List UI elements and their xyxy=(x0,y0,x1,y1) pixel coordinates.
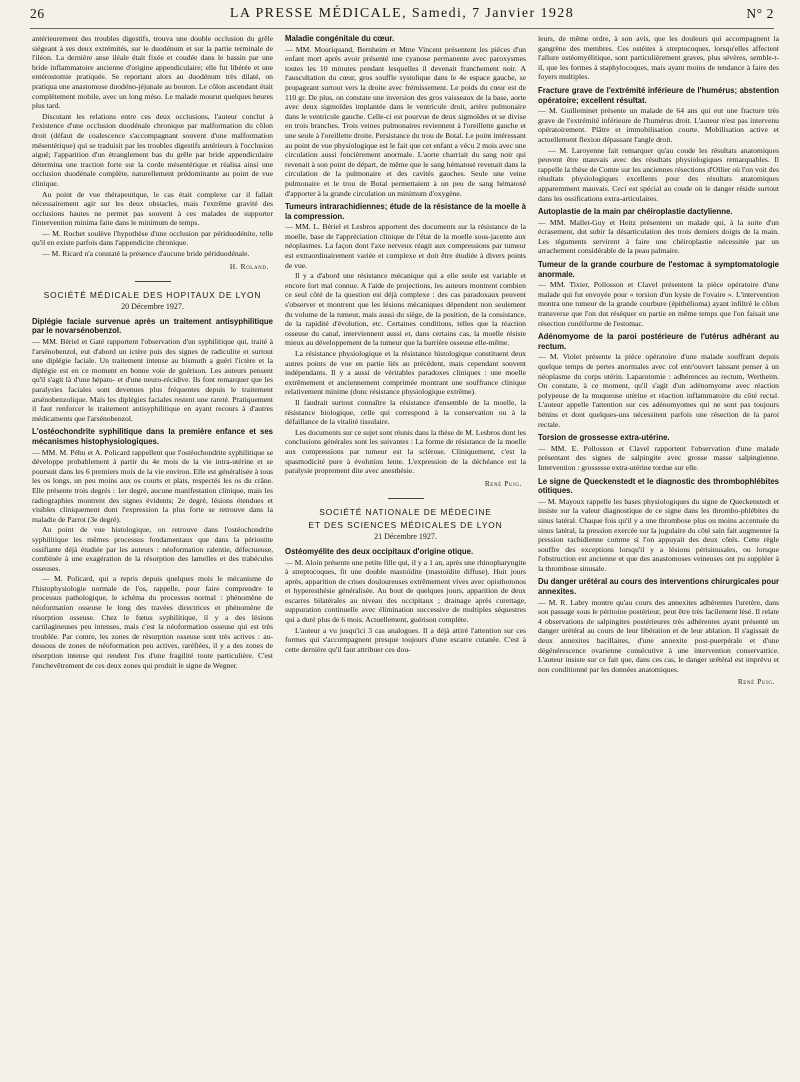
page-number: 26 xyxy=(30,6,45,21)
paragraph: Il faudrait surtout connaître la résistance d'ensemble de la moelle, la résistance biologique, celle qui correspond à la conservation ou à la défaillance de la vitalité tissulaire. xyxy=(285,397,526,427)
paragraph: — M. Laroyenne fait remarquer qu'au coude les résultats anatomiques peuvent être mauvais avec des résultats physiologiques remarquables. Il rappelle la thèse de Comte sur les anciennes résections d'Ollier où l'on voit des résultats physiologiques excellents pour des résultats anatomiques apparemment mauvais. Ceci est spécial au coude où le danger réside surtout dans les ossifications extra-articulaires. xyxy=(538,145,779,203)
article-title: Adénomyome de la paroi postérieure de l'utérus adhérant au rectum. xyxy=(538,332,779,351)
section-heading: ET DES SCIENCES MÉDICALES DE LYON xyxy=(308,520,503,531)
column-1 xyxy=(32,34,273,1074)
paragraph: — M. Ricard n'a constaté la présence d'aucune bride périduodénale. xyxy=(42,249,250,259)
paragraph: Au point de vue thérapeutique, le cas était complexe car il fallait nécessairement agir sur les deux obstacles, mais l'extrême gravité des occlusions hautes ne permet pas souvent à ces malades de supporter l'intervention minima faite dans le minimum de temps. xyxy=(32,189,273,228)
paragraph: Il y a d'abord une résistance mécanique qui a elle seule est variable et encore fort mal connue. A l'aide de projections, les auteurs montrent combien ce seul côté de la question est déjà complexe : des cas paradoxaux peuvent s'observer et montrent que les lésions mécaniques dépendent non seulement du volume de la tumeur, mais aussi du siège, de la position, de la consistance, de la rapidité d'évolution, etc. Certaines conditions, telles que la réaction osseuse du canal, interviennent aussi et, dans certains cas, la moelle résiste mieux au développement de la tumeur que la barrière osseuse elle-même. xyxy=(285,271,526,348)
section-date: 21 Décembre 1927. xyxy=(374,532,437,542)
journal-title: LA PRESSE MÉDICALE, Samedi, 7 Janvier 1928 xyxy=(229,6,575,21)
paragraph: Les documents sur ce sujet sont réunis dans la thèse de M. Lesbros dont les conclusions générales sont les suivantes : La forme de résistance de la moelle aux compressions par tumeur est la sclérose. Cliniquement, c'est la spasmodicité pure à évolution lente. L'expression de la déchéance est la paralysie proprement dite avec anesthésie. xyxy=(285,427,526,476)
separator-rule xyxy=(388,498,424,499)
column-3 xyxy=(538,34,779,1074)
article-title: Fracture grave de l'extrémité inférieure de l'humérus; abstention opératoire; excellent résultat. xyxy=(538,85,779,105)
paragraph: — M. Mayoux rappelle les bases physiologiques du signe de Queckenstedt et insiste sur la valeur diagnostique de ce signe dans les thrombo-phlébites du sinus latéral. Chaque fois qu'il y a une thrombose plus ou moins accentuée du sinus latéral, la pression exercée sur la jugulaire du côté sain fait augmenter la pression rachidienne comme si l'on appuyait des deux côtés. Cette règle souffre des exceptions lorsqu'il y a lésions périsinusales, ou lorsque l'obstruction est ancienne et que des anastomoses veineuses ont pu suppléer à la thrombose sinusale. xyxy=(538,496,779,573)
article-title: Autoplastie de la main par chéiroplastie dactylienne. xyxy=(538,207,733,217)
running-header xyxy=(30,6,774,29)
paragraph: Au point de vue histologique, on retrouve dans l'ostéochondrite syphilitique les mêmes processus fondamentaux que dans la périostite ossifiante déjà étudiée par les auteurs : néoformation ralentie, défectueuse, combinée à une exagération de la résorption des lamelles et des trabécules osseuses. xyxy=(32,525,273,573)
article-title: Diplégie faciale survenue après un traitement antisyphilitique par le novarsénobenzol. xyxy=(32,316,273,336)
separator-rule xyxy=(135,281,171,282)
paragraph: — MM. Mouriquand, Bernheim et Mme Vincent présentent les pièces d'un enfant mort après avoir présenté une cyanose permanente avec paroxysmes toutes les 10 minutes pendant lesquelles il devenait franchement noir. A l'auscultation du cœur, gros souffle systolique dans le 4e espace gauche, se propageant surtout vers la droite avec frémissement. Le poids du cœur est de 110 gr. De plus, on constate une inversion des gros vaisseaux de la base, aorte avec deux sigmoïdes implantée dans le ventricule droit, artère pulmonaire dans le ventricule gauche. Celle-ci est pourvue de deux sigmoïdes et se divise en trois branches. Trois veines pulmonaires reviennent à l'oreillette gauche et une seule à l'oreillette droite. Persistance du trou de Botal. Le point intéressant au point de vue physiologique est le fait que cet enfant a vécu 2 mois avec une circulation aussi foncièrement anormale. L'aorte charriait du sang noir qui revenait à son point de départ, de même que le sang hématosé revenait dans la circulation de la pulmonaire et des cavités gauches. Seule une veine pulmonaire et le trou de Botal permettaient à un peu de sang hématosé d'apporter à la grande circulation un minimum d'oxygène. xyxy=(285,44,526,198)
paragraph: — M. R. Labry montre qu'au cours des annexites adhérentes l'uretère, dans son passage sous le péritoine postérieur, peut être très facilement lésé. Il relate 4 observations de salpingites postérieures très adhérentes ayant présenté un danger urétéral au cours de leur libération et de leur ablation. Il s'agissait de deux annexites bacillaires, d'une annexite post-puerpérale et d'une dégénérescence ovarienne consécutive à une intervention conservatrice. L'auteur insiste sur ce fait que, dans ces cas, le danger urétéral est imprévu et non conditionné par les données anatomiques. xyxy=(538,597,779,674)
article-title: Du danger urétéral au cours des interventions chirurgicales pour annexites. xyxy=(538,577,779,597)
article-title: Tumeurs intrarachidiennes; étude de la résistance de la moelle à la compression. xyxy=(285,202,526,221)
paragraph: — MM. Tixier, Pollosson et Clavel présentent la pièce opératoire d'une malade qui fut envoyée pour « torsion d'un kyste de l'ovaire ». L'intervention montra une tumeur de la grande courbure (épithélioma) ayant infiltré le côlon transverse que l'on dut réséquer en partie en même temps que l'on faisait une résection cunéiforme de l'estomac. xyxy=(538,280,779,328)
paragraph: Discutant les relations entre ces deux occlusions, l'auteur conclut à l'existence d'une occlusion duodénale chronique par malformation du côlon droit (défaut de coalescence s'accompagnant souvent d'une malformation mésentérique) qui se traduisit par les troubles digestifs antérieurs à l'occlusion aiguë; l'apparition d'un étranglement bas du grêle par bride appendiculaire détermina une traction forte sur la corde mésentérique et réalisa ainsi une occlusion duodénale complète, naturellement prédominante au point de vue clinique. xyxy=(32,111,273,188)
article-title: Maladie congénitale du cœur. xyxy=(285,34,395,43)
paragraph: — M. Guilleminet présente un malade de 64 ans qui eut une fracture très grave de l'extrémité inférieure de l'humérus droit. L'auteur n'est pas intervenu opératoirement. Plâtre et immobilisation courte. Mobilisation active et actuellement flexion dépassant l'angle droit. xyxy=(538,106,779,144)
paragraph: — MM. Bériel et Gaté rapportent l'observation d'un syphilitique qui, traité à l'arsénobenzol, eut d'abord un ictère puis des signes de radiculite et surtout une diplégie faciale. Un traitement intense au bismuth a guéri l'ictère et la diplégie est en ce moment en bonne voie de guérison. Les auteurs pensent qu'il s'agit là d'une hépato- et d'une neuro-récidive. Ils font remarquer que les paralysies faciales sont devenues plus fréquentes depuis le traitement arsénobenzolique. Mais les diplégies faciales restent une rareté. Pratiquement il faut renforcer le traitement antisyphilitique en ayant recours à d'autres médicaments que l'arsénobenzol. xyxy=(32,337,273,423)
issue-number: N° 2 xyxy=(746,6,774,21)
paragraph: — MM. E. Pollosson et Clavel rapportent l'observation d'une malade présentant des signes de salpingite avec grosse masse salpingienne. Intervention : grossesse extra-utérine tordue sur elle. xyxy=(538,443,779,472)
article-title: Tumeur de la grande courbure de l'estomac à symptomatologie anormale. xyxy=(538,260,779,279)
paragraph: leurs, de même ordre, à son avis, que les douleurs qui accompagnent la gangrène des membres. Ces ostéites à streptocoques, lorsqu'elles affectent l'allure ostéomyélitique, sont particulièrement graves, plus sévères, semble-t-il, que les formes à staphylocoques, mais ayant moins de tendance à faire des foyers multiples. xyxy=(538,34,779,82)
paragraph: — M. Aloin présente une petite fille qui, il y a 1 an, après une rhinopharyngite à streptocoques, fit une double mastoïdite (mastoïdite diffuse). Huit jours après, apparition de crises douloureuses extrêmement vives avec opisthotonos et hyperesthésie généralisée. Au bout de quelques jours, apparition de deux escarres bilatérales au niveau des occipitaux ; drainage après curettage, suppuration continuelle avec élimination successive de multiples séquestres qui a duré plus de 6 mois. Actuellement, guérison complète. xyxy=(285,557,526,625)
paragraph: L'auteur a vu jusqu'ici 3 cas analogues. Il a déjà attiré l'attention sur ces formes qui s'accompagnent presque toujours d'une escarre cutanée. C'est à cette dernière qu'il faut attribuer ces dou- xyxy=(285,625,526,654)
article-columns xyxy=(32,34,780,1074)
paragraph: antérieurement des troubles digestifs, trouva une double occlusion du grêle siégeant à ses deux extrémités, sur le duodénum et sur la partie terminale de l'iléon. La dernière anse iléale était fixée et coudée dans le bassin par une bride inflammatoire ancienne d'origine appendiculaire; elle fut libérée et une entérostomie pratiquée. Se reportant alors au duodénum très dilaté, on pratiqua une anastomose duodéno-jéjunale au bouton. Le côlon ascendant était complètement mobile, avec un long méso. Le malade mourut quelques heures plus tard. xyxy=(32,34,273,111)
author-signature: H. Roland. xyxy=(229,261,269,271)
paragraph: — M. Rochet soulève l'hypothèse d'une occlusion par périduodénite, telle qu'il en existe parfois dans l'appendicite chronique. xyxy=(32,228,273,248)
paragraph: — M. Policard, qui a repris depuis quelques mois le mécanisme de l'histophysiologie normale de l'os, rappelle, pour faire comprendre le processus pathologique, le schéma du processus normal : phénomène de néoformation osseuse le long des travées directrices et phénomène de résorption osseuse. Chez le fœtus syphilitique, il y a des lésions cartilagineuses peu intenses, mais c'est la néoformation osseuse qui est très troublée. Par contre, les zones de résorption osseuse sont très actives : au-dessous de zones de néoformation peu actives, raréfiées, il y a des zones de résorption intense qui rendent l'os d'une fragilité toute particulière. C'est l'enchevêtrement de ces deux zones qui produit le signe de Wegner. xyxy=(32,574,273,670)
paragraph: La résistance physiologique et la résistance histologique constituent deux autres points de vue en partie liés au précédent, mais cependant souvent indépendants. Il y a aussi de véritables paradoxes cliniques : une moelle extrêmement et anciennement comprimée montrant une souffrance clinique relativement minime (donc résistance physiologique extrême). xyxy=(285,349,526,397)
section-heading: SOCIÉTÉ NATIONALE DE MÉDECINE xyxy=(319,507,492,518)
author-signature: René Puig. xyxy=(484,478,522,488)
article-title: Le signe de Queckenstedt et le diagnostic des thrombophlébites otitiques. xyxy=(538,476,779,496)
paragraph: — MM. L. Bériel et Lesbros apportent des documents sur la résistance de la moelle, base de l'appréciation clinique de l'état de la moelle sous-jacente aux néoplasmes. La façon dont l'axe nerveux réagit aux compressions par tumeur est extraordinairement variée et complexe et doit être étudiée à divers points de vue. xyxy=(285,222,526,270)
column-2 xyxy=(285,34,526,1074)
article-title: Torsion de grossesse extra-utérine. xyxy=(538,433,670,443)
section-date: 20 Décembre 1927. xyxy=(121,302,184,312)
section-heading: SOCIÉTÉ MÉDICALE DES HOPITAUX DE LYON xyxy=(43,290,262,301)
article-title: L'ostéochondrite syphilitique dans la première enfance et ses mécanismes histophysiologiques. xyxy=(32,427,273,446)
author-signature: René Puig. xyxy=(737,677,775,687)
paragraph: — MM. Mallet-Guy et Heitz présentent un malade qui, à la suite d'un écrasement, dut subir la désarticulation des trois derniers doigts de la main. Les téguments servirent à faire une chéiroplastie nécessitée par un arrachement considérable de la peau palmaire. xyxy=(538,217,779,256)
article-title: Ostéomyélite des deux occipitaux d'origine otique. xyxy=(285,546,474,556)
paragraph: — MM. M. Péhu et A. Policard rappellent que l'ostéochondrite syphilitique se développe probablement à partir du 4e mois de la vie intra-utérine et se poursuit dans les 6 premiers mois de la vie environ. Elle est généralisée à tous les os longs, un peu moins aux os courts et plats, respectés les os du crâne. Elle présente trois degrés : 1er degré, aucune manifestation clinique, mais les radiographies montrent des signes évidents; 2e degré, lésions étendues et visibles cliniquement dont l'expression la plus forte se retrouve dans la maladie de Parrot (3e degré). xyxy=(32,447,273,524)
paragraph: — M. Violet présente la pièce opératoire d'une malade souffrant depuis quelque temps de pertes anormales avec col entr'ouvert laissant penser à un néoplasme du corps utérin. Laparotomie : adhérences au rectum, Wertheim. On constate, à ce moment, qu'il s'agit d'un adénomyome avec réaction polypeuse de la muqueuse utérine et réaction inflammatoire du côté rectal. L'auteur appelle l'attention sur ces adénomyomes qui ne sont pas toujours bénins et dont quelques-uns nécessitent parfois une résection de la paroi rectale. xyxy=(538,352,779,429)
